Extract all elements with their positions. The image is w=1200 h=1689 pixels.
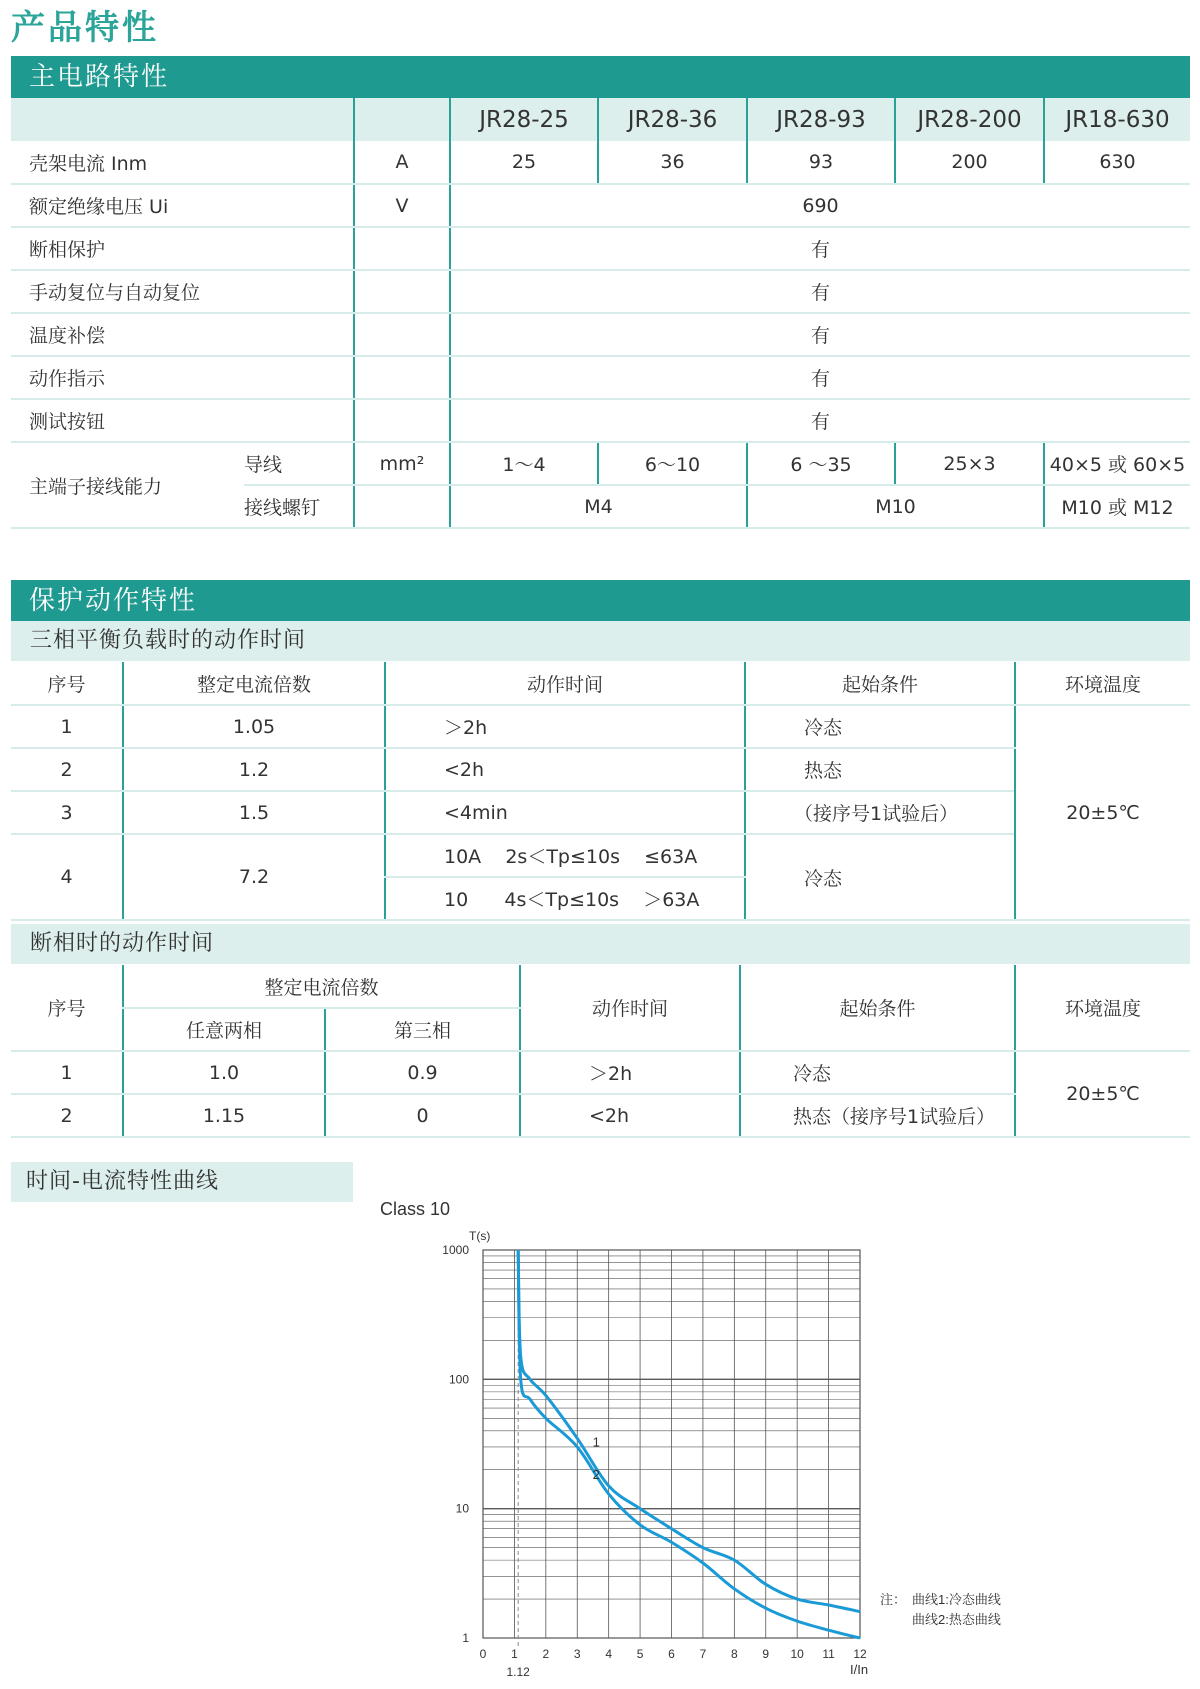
x-tick-label: 8	[730, 1647, 738, 1661]
table-row	[11, 184, 1190, 227]
x-tick-label: 0	[479, 1647, 487, 1661]
cell-value: 冷态	[745, 834, 1015, 920]
table-row	[11, 313, 1190, 356]
ambient-value: 20±5℃	[1015, 1051, 1190, 1137]
cell-value: M10	[747, 485, 1044, 528]
row-label: 断相保护	[11, 227, 354, 270]
row-unit: mm²	[354, 442, 450, 485]
table-row	[11, 791, 1190, 834]
cell-value: 1.5	[123, 791, 385, 834]
cell-value: ＞2h	[520, 1051, 740, 1094]
cell-value: 200	[895, 141, 1044, 184]
cell-value: <4min	[385, 791, 745, 834]
y-axis-label: T(s)	[469, 1229, 491, 1243]
cell-value: 40×5 或 60×5	[1044, 442, 1190, 485]
series-line-2	[518, 1250, 860, 1638]
cell-value: 10A 2s＜Tp≤10s ≤63A	[385, 834, 745, 877]
cell-value: 25×3	[895, 442, 1044, 485]
cell-value: 1	[11, 705, 123, 748]
cell-value: 25	[450, 141, 598, 184]
row-label: 壳架电流 Inm	[11, 141, 354, 184]
cell-value: 93	[747, 141, 895, 184]
cell-value: 有	[450, 399, 1190, 442]
col-header: 整定电流倍数	[123, 965, 520, 1008]
x-tick-label: 7	[699, 1647, 707, 1661]
y-tick-label: 100	[448, 1372, 469, 1387]
legend-note-prefix: 注：	[880, 1592, 907, 1607]
cell-value: 0.9	[325, 1051, 520, 1094]
row-sublabel: 导线	[244, 442, 354, 485]
table-row	[11, 705, 1190, 748]
phase-loss-subheader: 断相时的动作时间	[11, 924, 1190, 964]
ambient-value: 20±5℃	[1015, 705, 1190, 920]
cell-value: 0	[325, 1094, 520, 1137]
table-row	[11, 399, 1190, 442]
model-header: JR18-630	[1044, 98, 1190, 141]
table-header-row	[11, 662, 1190, 705]
balanced-table	[11, 662, 1190, 921]
cell-value: 1	[11, 1051, 123, 1094]
col-header: 整定电流倍数	[123, 662, 385, 705]
cell-value: 7.2	[123, 834, 385, 920]
row-label: 额定绝缘电压 Ui	[11, 184, 354, 227]
x-tick-label: 5	[636, 1647, 644, 1661]
cell-value: 1.2	[123, 748, 385, 791]
curve-section-title: 时间-电流特性曲线	[11, 1162, 353, 1202]
table-row	[11, 141, 1190, 184]
cell-value: 2	[11, 748, 123, 791]
table-header-row	[11, 965, 1190, 1008]
cell-value: （接序号1试验后）	[745, 791, 1015, 834]
table-row	[11, 270, 1190, 313]
col-header: 第三相	[325, 1008, 520, 1051]
cell-value: 36	[598, 141, 747, 184]
row-label: 手动复位与自动复位	[11, 270, 354, 313]
cell-value: 4	[11, 834, 123, 920]
y-tick-label: 1	[462, 1631, 469, 1645]
col-header: 环境温度	[1015, 662, 1190, 705]
cell-value: <2h	[385, 748, 745, 791]
series-line-1	[518, 1250, 860, 1612]
legend-note-line: 曲线1:冷态曲线	[912, 1592, 1001, 1607]
cell-value: 热态（接序号1试验后）	[740, 1094, 1015, 1137]
cell-value: 1.15	[123, 1094, 325, 1137]
cell-value: <2h	[520, 1094, 740, 1137]
table-row	[11, 227, 1190, 270]
cell-value: 有	[450, 356, 1190, 399]
plot-frame	[483, 1250, 860, 1638]
row-sublabel: 接线螺钉	[244, 485, 354, 528]
model-header: JR28-36	[598, 98, 747, 141]
cell-value: 1.0	[123, 1051, 325, 1094]
col-header: 任意两相	[123, 1008, 325, 1051]
table-row	[11, 748, 1190, 791]
y-tick-label: 1000	[442, 1243, 469, 1257]
col-header: 动作时间	[520, 965, 740, 1051]
cell-value: ＞2h	[385, 705, 745, 748]
model-header: JR28-25	[450, 98, 598, 141]
phase-loss-table	[11, 965, 1190, 1138]
cell-value: 6 ～35	[747, 442, 895, 485]
main-circuit-table	[11, 98, 1190, 529]
legend-note-line: 曲线2:热态曲线	[912, 1612, 1001, 1627]
col-header: 起始条件	[740, 965, 1015, 1051]
cell-value: 热态	[745, 748, 1015, 791]
col-header: 环境温度	[1015, 965, 1190, 1051]
x-tick-label: 11	[822, 1647, 835, 1661]
x-axis-label: I/In	[850, 1662, 869, 1677]
marker-label: 1.12	[506, 1665, 530, 1679]
model-header: JR28-200	[895, 98, 1044, 141]
cell-value: 冷态	[745, 705, 1015, 748]
series-label: 1	[592, 1434, 600, 1450]
cell-value: 有	[450, 270, 1190, 313]
x-tick-label: 12	[853, 1647, 867, 1661]
y-tick-label: 10	[455, 1501, 469, 1516]
x-tick-label: 3	[573, 1647, 581, 1661]
cell-value: 冷态	[740, 1051, 1015, 1094]
cell-value: 1.05	[123, 705, 385, 748]
cell-value: 690	[450, 184, 1190, 227]
x-tick-label: 1	[511, 1647, 518, 1661]
cell-value: M10 或 M12	[1044, 485, 1190, 528]
x-tick-label: 4	[605, 1647, 613, 1661]
cell-value: 6～10	[598, 442, 747, 485]
cell-value: 2	[11, 1094, 123, 1137]
main-circuit-banner: 主电路特性	[11, 56, 1190, 98]
row-label: 测试按钮	[11, 399, 354, 442]
cell-value: 3	[11, 791, 123, 834]
x-tick-label: 10	[790, 1647, 804, 1661]
x-tick-label: 6	[668, 1647, 675, 1661]
row-label: 温度补偿	[11, 313, 354, 356]
cell-value: M4	[450, 485, 747, 528]
row-label: 主端子接线能力	[11, 442, 244, 528]
table-row	[11, 1051, 1190, 1094]
cell-value: 有	[450, 313, 1190, 356]
table-row	[11, 834, 1190, 877]
col-header: 序号	[11, 965, 123, 1051]
table-row	[11, 1094, 1190, 1137]
balanced-subheader: 三相平衡负载时的动作时间	[11, 621, 1190, 661]
table-row	[11, 442, 1190, 485]
row-label: 动作指示	[11, 356, 354, 399]
cell-value: 630	[1044, 141, 1190, 184]
model-header-row	[11, 98, 1190, 141]
cell-value: 有	[450, 227, 1190, 270]
cell-value: 1～4	[450, 442, 598, 485]
row-unit: V	[354, 184, 450, 227]
x-tick-label: 9	[762, 1647, 770, 1661]
page-title: 产品特性	[11, 8, 159, 48]
protection-banner: 保护动作特性	[11, 580, 1190, 622]
model-header: JR28-93	[747, 98, 895, 141]
row-unit: A	[354, 141, 450, 184]
chart-title: Class 10	[380, 1199, 451, 1219]
cell-value: 10 4s＜Tp≤10s ＞63A	[385, 877, 745, 920]
table-row	[11, 356, 1190, 399]
series-label: 2	[592, 1467, 600, 1483]
col-header: 动作时间	[385, 662, 745, 705]
col-header: 序号	[11, 662, 123, 705]
col-header: 起始条件	[745, 662, 1015, 705]
x-tick-label: 2	[542, 1647, 550, 1661]
